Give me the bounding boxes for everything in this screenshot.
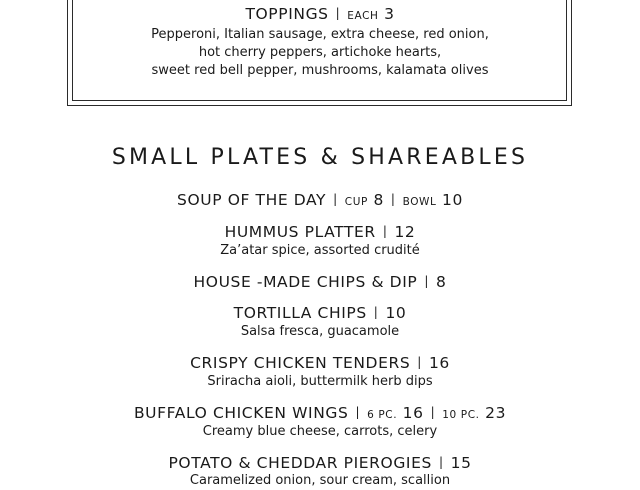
- item-price: 8: [436, 273, 447, 291]
- toppings-line-3: sweet red bell pepper, mushrooms, kalamata olives: [151, 63, 489, 78]
- menu-item-title: [0, 189, 640, 212]
- price-separator: |: [424, 274, 429, 288]
- price-unit: BOWL: [402, 196, 437, 208]
- price-separator: |: [373, 305, 379, 319]
- item-name: HOUSE -MADE CHIPS & DIP: [193, 273, 418, 291]
- price-separator: |: [438, 455, 444, 469]
- menu-item-title: [0, 221, 640, 242]
- item-price: 16: [428, 354, 450, 372]
- item-price: 8: [373, 191, 384, 209]
- price-separator: |: [417, 355, 422, 369]
- toppings-price-unit: EACH: [347, 10, 379, 22]
- menu-item-title: [0, 302, 640, 323]
- item-description: Za’atar spice, assorted crudité: [220, 243, 420, 258]
- menu-item-title: [0, 352, 640, 373]
- item-name: TORTILLA CHIPS: [233, 304, 367, 322]
- toppings-title-line: [0, 3, 640, 26]
- price-separator: |: [382, 224, 388, 238]
- item-price: 12: [394, 223, 416, 241]
- price-unit: 6 PC.: [367, 409, 398, 421]
- menu-item-title: [0, 271, 640, 292]
- item-name: POTATO & CHEDDAR PIEROGIES: [168, 454, 432, 472]
- item-name: SOUP OF THE DAY: [177, 191, 327, 209]
- item-description: Salsa fresca, guacamole: [240, 324, 400, 339]
- item-price: 23: [485, 404, 507, 422]
- section-heading: SMALL PLATES & SHAREABLES: [111, 145, 529, 170]
- item-price: 10: [385, 304, 407, 322]
- price-unit: 10 PC.: [442, 409, 480, 421]
- item-description: Creamy blue cheese, carrots, celery: [202, 424, 438, 439]
- toppings-price: 3: [384, 5, 395, 23]
- toppings-line-1: Pepperoni, Italian sausage, extra cheese, red onion,: [151, 27, 489, 42]
- menu-item-title: [0, 452, 640, 473]
- item-name: CRISPY CHICKEN TENDERS: [190, 354, 411, 372]
- item-description: Sriracha aioli, buttermilk herb dips: [207, 374, 433, 389]
- price-separator: |: [355, 405, 361, 419]
- item-description: Caramelized onion, sour cream, scallion: [189, 473, 451, 488]
- price-unit: CUP: [344, 196, 368, 208]
- price-separator: |: [390, 192, 396, 206]
- item-price: 15: [450, 454, 472, 472]
- toppings-line-2: hot cherry peppers, artichoke hearts,: [198, 45, 442, 60]
- item-price: 10: [442, 191, 463, 209]
- menu-item-title: [0, 402, 640, 425]
- item-price: 16: [402, 404, 424, 422]
- price-separator: |: [335, 6, 341, 20]
- price-separator: |: [430, 405, 436, 419]
- price-separator: |: [333, 192, 338, 206]
- item-name: HUMMUS PLATTER: [224, 223, 376, 241]
- toppings-title: TOPPINGS: [245, 5, 329, 23]
- item-name: BUFFALO CHICKEN WINGS: [133, 404, 349, 422]
